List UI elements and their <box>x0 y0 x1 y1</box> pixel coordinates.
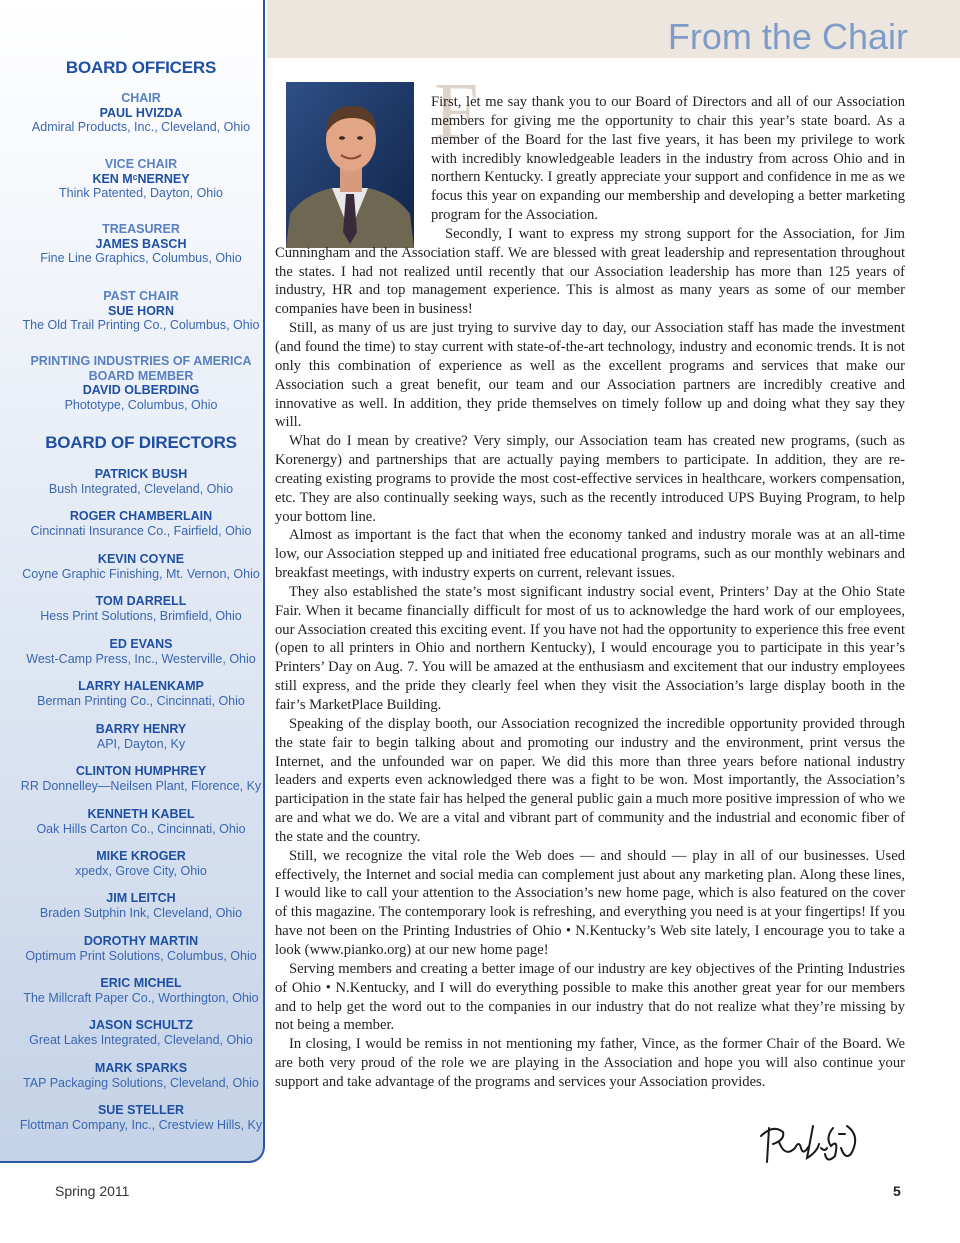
officer-name: DAVID OLBERDING <box>82 383 200 397</box>
article-paragraph: What do I mean by creative? Very simply, our Association team has created new programs, (such as Korenergy) and partnerships that are actually paying members to participate. In addition, they are re-creating existing programs to provide the most cost-effective services in healthcare, workers compensation, etc. They are also continually seeking ways, such as the recently introduced UPS Buying Program, to help your bottom line. <box>275 433 905 525</box>
issue-label: Spring 2011 <box>55 1183 130 1199</box>
director-name: JIM LEITCH <box>106 891 176 905</box>
officer-name: SUE HORN <box>108 303 174 318</box>
director-company: Optimum Print Solutions, Columbus, Ohio <box>25 948 257 963</box>
director-entry <box>12 976 270 1005</box>
article-paragraph: In closing, I would be remiss in not mentioning my father, Vince, as the former Chair of the Board. We are both very proud of the role we are playing in the Association and hope you will also continue your support and take advantage of the programs and services your Association provides. <box>275 1036 905 1090</box>
officer-company: Fine Line Graphics, Columbus, Ohio <box>40 251 242 265</box>
director-company: TAP Packaging Solutions, Cleveland, Ohio <box>23 1075 259 1090</box>
officer-name: KEN MᶜNERNEY <box>92 171 190 186</box>
director-name: CLINTON HUMPHREY <box>75 764 207 778</box>
director-entry <box>12 934 270 963</box>
director-name: ROGER CHAMBERLAIN <box>69 509 213 523</box>
director-entry <box>12 637 270 666</box>
section-title: From the Chair <box>667 16 908 57</box>
director-company: Cincinnati Insurance Co., Fairfield, Ohio <box>30 523 252 538</box>
director-name: JASON SCHULTZ <box>89 1018 193 1032</box>
director-company: API, Dayton, Ky <box>96 736 186 751</box>
article-paragraph: They also established the state’s most significant industry social event, Printers’ Day at the Ohio State Fair. When it became financially difficult for most of us to acknowledge the hard work of our employees, our Association created this exciting event. If you have not had the opportunity to experience this free event (open to all printers in Ohio and northern Kentucky), I would encourage you to participate in this year’s Printers’ Day on Aug. 7. You will be amazed at the enthusiasm and excitement that our industry employees still express, and the pride they clearly feel when they visit the Association’s large display booth in the fair’s MarketPlace Building. <box>275 583 905 713</box>
officer-role: CHAIR <box>121 91 161 105</box>
director-entry <box>12 1103 270 1132</box>
director-entry <box>12 679 270 708</box>
board-sidebar <box>0 0 265 1163</box>
officer-entry <box>12 91 270 135</box>
officer-company: Phototype, Columbus, Ohio <box>64 397 218 412</box>
director-entry <box>12 891 270 920</box>
director-entry <box>12 1061 270 1090</box>
article-paragraph: Speaking of the display booth, our Association recognized the incredible opportunity provided through the state fair to begin talking about and promoting our industry and the environment, print versus the Internet, and the unfounded war on paper. We did this more than three years before national industry leaders and experts even acknowledged there was a fight to be won. Most importantly, the Association’s participation in the state fair has helped the general public gain a much more positive impression of who we are and what we do. We are a vital and vibrant part of community and the industrial and economic fiber of the state and the country. <box>275 715 905 845</box>
page-number: 5 <box>893 1183 901 1199</box>
handwritten-signature <box>755 1118 865 1173</box>
officer-entry <box>12 157 270 201</box>
director-company: Coyne Graphic Finishing, Mt. Vernon, Ohio <box>22 566 260 581</box>
officer-name: JAMES BASCH <box>95 236 187 251</box>
officer-entry <box>12 222 270 266</box>
director-entry <box>12 722 270 751</box>
director-company: Great Lakes Integrated, Cleveland, Ohio <box>29 1032 253 1047</box>
director-entry <box>12 552 270 581</box>
director-name: LARRY HALENKAMP <box>78 679 204 693</box>
director-company: The Millcraft Paper Co., Worthington, Ohio <box>23 990 259 1005</box>
director-company: Flottman Company, Inc., Crestview Hills, Ky <box>19 1117 263 1132</box>
officer-role: TREASURER <box>102 222 180 236</box>
director-name: MARK SPARKS <box>94 1061 188 1075</box>
director-company: Hess Print Solutions, Brimfield, Ohio <box>40 608 242 623</box>
director-company: West-Camp Press, Inc., Westerville, Ohio <box>26 651 256 666</box>
officer-entry <box>12 354 270 412</box>
director-name: PATRICK BUSH <box>94 467 188 481</box>
director-name: KEVIN COYNE <box>97 552 185 566</box>
director-name: TOM DARRELL <box>95 594 187 608</box>
officer-name: PAUL HVIZDA <box>99 105 183 120</box>
officer-role: PAST CHAIR <box>103 289 179 303</box>
director-entry <box>12 849 270 878</box>
director-company: Braden Sutphin Ink, Cleveland, Ohio <box>39 905 243 920</box>
director-name: MIKE KROGER <box>96 849 186 863</box>
director-name: BARRY HENRY <box>95 722 187 736</box>
officer-role: PRINTING INDUSTRIES OF AMERICA <box>30 354 252 368</box>
officer-role-line2: BOARD MEMBER <box>88 368 194 383</box>
article-paragraph: Almost as important is the fact that when the economy tanked and industry morale was at an all-time low, our Association stepped up and initiated free educational programs, such as our monthly webinars and breakfast meetings, with industry experts on current, relevant issues. <box>275 527 905 582</box>
director-company: RR Donnelley—Neilsen Plant, Florence, Ky <box>20 778 262 793</box>
director-name: KENNETH KABEL <box>87 807 195 821</box>
director-name: ED EVANS <box>109 637 173 651</box>
director-entry <box>12 1018 270 1047</box>
officer-company: Admiral Products, Inc., Cleveland, Ohio <box>31 120 251 134</box>
director-entry <box>12 807 270 836</box>
officer-company: The Old Trail Printing Co., Columbus, Ohio <box>22 318 260 332</box>
drop-cap: F <box>434 68 479 156</box>
director-entry <box>12 594 270 623</box>
director-company: Bush Integrated, Cleveland, Ohio <box>48 481 234 496</box>
director-company: xpedx, Grove City, Ohio <box>75 863 207 878</box>
article-paragraph: Still, we recognize the vital role the Web does — and should — play in all of our businesses. Used effectively, the Internet and social media can complement just about any marketing plan. Along these lines, I would like to call your attention to the Association’s new home page, which is also featured on the cover of this magazine. The contemporary look is refreshing, and everything you need is at your fingertips! If you have not been on the Printing Industries of Ohio • N.Kentucky’s Web site lately, I encourage you to take a look (www.pianko.org) at our new home page! <box>275 847 905 958</box>
director-entry <box>12 467 270 496</box>
article-paragraph: First, let me say thank you to our Board of Directors and all of our Association members for giving me the opportunity to chair this year’s state board. As a member of the Board for the last five years, it has been my privilege to work with incredibly knowledgeable leaders in the industry from across Ohio and in northern Kentucky. I greatly appreciate your support and confidence in me as we focus this year on expanding our membership and developing a better marketing program for the Association. <box>431 94 905 224</box>
director-name: DOROTHY MARTIN <box>83 934 199 948</box>
officer-entry <box>12 289 270 333</box>
article-paragraph: Still, as many of us are just trying to survive day to day, our Association staff has made the investment (and found the time) to stay current with state-of-the-art technology, industry and economic trends. It is not only this combination of experience as well as the excellent programs and services that make our Association such a great benefit, our team and our Association partners are incredibly creative and innovative as well. In addition, they pride themselves on timely follow up and doing what they say they will. <box>275 320 905 431</box>
director-name: SUE STELLER <box>97 1103 185 1117</box>
director-entry <box>12 509 270 538</box>
director-entry <box>12 764 270 793</box>
director-company: Oak Hills Carton Co., Cincinnati, Ohio <box>36 821 246 836</box>
officer-company: Think Patented, Dayton, Ohio <box>59 186 223 200</box>
board-officers-heading: BOARD OFFICERS <box>65 58 217 77</box>
section-banner <box>267 0 960 58</box>
article-body <box>275 93 905 1092</box>
director-company: Berman Printing Co., Cincinnati, Ohio <box>37 693 245 708</box>
officer-role: VICE CHAIR <box>104 157 178 171</box>
article-paragraph: Secondly, I want to express my strong support for the Association, for Jim Cunningham and the Association staff. We are blessed with great leadership and representation throughout the states. I had not realized until recently that our Association leadership has more than 125 years of industry, HR and top management experience. This is almost as many years as some of our member companies have been in business! <box>275 225 905 318</box>
board-directors-heading: BOARD OF DIRECTORS <box>45 433 237 452</box>
article-paragraph: Serving members and creating a better image of our industry are key objectives of the Printing Industries of Ohio • N.Kentucky, and I will do everything possible to make this another great year for our members and to help get the word out to the companies in our industry that do not realize what they’re missing by not being a member. <box>275 960 905 1034</box>
director-name: ERIC MICHEL <box>100 976 182 990</box>
